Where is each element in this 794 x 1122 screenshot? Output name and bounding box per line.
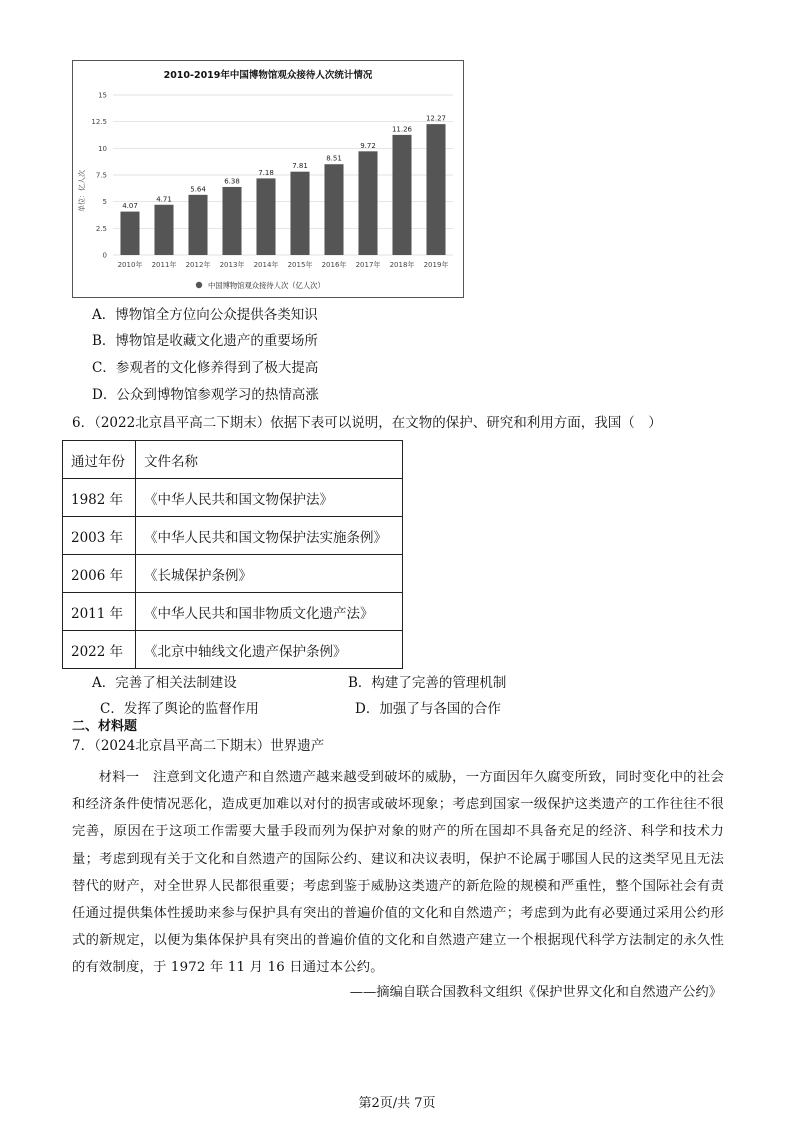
bar bbox=[324, 164, 343, 255]
q7-stem: 7．（2024北京昌平高二下期末）世界遗产 bbox=[72, 738, 325, 754]
table-row bbox=[63, 631, 403, 669]
material-one-paragraph: 材料一 注意到文化遗产和自然遗产越来越受到破坏的威胁，一方面因年久腐变所致，同时变化中的社会和经济条件使情况恶化，造成更加难以对付的损害或破坏现象；考虑到国家一级保护这类遗产的工作往往不很完善，原因在于这项工作需要大量手段而列为保护对象的财产的所在国却不具备充足的经济、科学和技术力量；考虑到现有关于文化和自然遗产的国际公约、建议和决议表明，保护不论属于哪国人民的这类罕见且无法替代的财产，对全世界人民都很重要；考虑到鉴于威胁这类遗产的新危险的规模和严重性，整个国际社会有责任通过提供集体性援助来参与保护具有突出的普遍价值的文化和自然遗产；考虑到为此有必要通过采用公约形式的新规定，以便为集体保护具有突出的普遍价值的文化和自然遗产建立一个根据现代科学方法制定的永久性的有效制度，于 1972 年 11 月 16 日通过本公约。 bbox=[72, 770, 724, 976]
bar-chart bbox=[73, 61, 463, 297]
x-tick-label: 2016年 bbox=[321, 261, 347, 269]
chart-title: 2010-2019年中国博物馆观众接待人次统计情况 bbox=[163, 70, 373, 81]
table-cell-year: 2022 年 bbox=[63, 631, 136, 669]
x-tick-label: 2014年 bbox=[253, 261, 279, 269]
bar bbox=[154, 205, 173, 255]
table-header-year: 通过年份 bbox=[63, 441, 136, 479]
x-tick-label: 2010年 bbox=[117, 261, 143, 269]
q6-option-b[interactable]: B．构建了完善的管理机制 bbox=[348, 675, 507, 691]
q6-option-d[interactable]: D．加强了与各国的合作 bbox=[355, 701, 501, 717]
page-number: 第2页/共 7页 bbox=[358, 1096, 436, 1111]
q5-option-a[interactable]: A．博物馆全方位向公众提供各类知识 bbox=[92, 307, 318, 323]
y-tick-label: 2.5 bbox=[95, 224, 107, 233]
data-label: 9.72 bbox=[360, 141, 376, 150]
q6-option-a[interactable]: A．完善了相关法制建设 bbox=[92, 675, 237, 691]
legend-label: 中国博物馆观众接待人次（亿人次） bbox=[208, 281, 325, 290]
data-label: 6.38 bbox=[224, 177, 240, 186]
bar bbox=[120, 212, 139, 255]
bar bbox=[222, 187, 241, 255]
data-label: 8.51 bbox=[326, 154, 342, 163]
table-cell-year: 2003 年 bbox=[63, 517, 136, 555]
x-tick-label: 2018年 bbox=[389, 261, 415, 269]
x-tick-label: 2011年 bbox=[151, 261, 177, 269]
laws-table bbox=[62, 440, 403, 669]
y-tick-label: 15 bbox=[98, 91, 107, 100]
q5-option-b[interactable]: B．博物馆是收藏文化遗产的重要场所 bbox=[92, 333, 318, 349]
bar bbox=[256, 178, 275, 255]
x-tick-label: 2015年 bbox=[287, 261, 313, 269]
data-label: 12.27 bbox=[425, 114, 447, 123]
table-cell-year: 2011 年 bbox=[63, 593, 136, 631]
section-title: 二、材料题 bbox=[72, 719, 138, 734]
bar bbox=[426, 124, 445, 255]
x-tick-label: 2017年 bbox=[355, 261, 381, 269]
x-tick-label: 2012年 bbox=[185, 261, 211, 269]
y-tick-label: 10 bbox=[98, 144, 107, 153]
q6-option-c[interactable]: C．发挥了舆论的监督作用 bbox=[100, 701, 259, 717]
table-cell-document: 《中华人民共和国文物保护法》 bbox=[136, 479, 403, 517]
table-row bbox=[63, 593, 403, 631]
material-source: ——摘编自联合国教科文组织《保护世界文化和自然遗产公约》 bbox=[349, 985, 722, 1000]
q6-stem: 6．（2022北京昌平高二下期末）依据下表可以说明，在文物的保护、研究和利用方面，我国（ ） bbox=[72, 415, 662, 431]
bar bbox=[392, 135, 411, 255]
data-label: 4.07 bbox=[122, 202, 138, 211]
bar bbox=[188, 195, 207, 255]
y-tick-label: 7.5 bbox=[95, 171, 107, 180]
table-cell-document: 《北京中轴线文化遗产保护条例》 bbox=[136, 631, 403, 669]
table-cell-year: 2006 年 bbox=[63, 555, 136, 593]
museum-visitors-chart bbox=[72, 60, 464, 298]
data-label: 7.81 bbox=[292, 162, 308, 171]
table-row bbox=[63, 555, 403, 593]
legend-marker bbox=[196, 282, 202, 288]
x-tick-label: 2013年 bbox=[219, 261, 245, 269]
bar bbox=[290, 172, 309, 255]
bar bbox=[358, 151, 377, 255]
table-header-row bbox=[63, 441, 403, 479]
table-header-document: 文件名称 bbox=[136, 441, 403, 479]
table-cell-document: 《中华人民共和国文物保护法实施条例》 bbox=[136, 517, 403, 555]
data-label: 11.26 bbox=[391, 125, 413, 134]
x-tick-label: 2019年 bbox=[423, 261, 449, 269]
data-label: 5.64 bbox=[190, 185, 206, 194]
data-label: 4.71 bbox=[156, 195, 172, 204]
q5-option-d[interactable]: D．公众到博物馆参观学习的热情高涨 bbox=[92, 387, 319, 403]
y-tick-label: 0 bbox=[102, 251, 107, 260]
data-label: 7.18 bbox=[258, 168, 274, 177]
y-axis-label: 单位：亿人次 bbox=[78, 170, 86, 212]
table-cell-document: 《中华人民共和国非物质文化遗产法》 bbox=[136, 593, 403, 631]
q5-option-c[interactable]: C．参观者的文化修养得到了极大提高 bbox=[92, 360, 319, 376]
table-row bbox=[63, 517, 403, 555]
table-cell-document: 《长城保护条例》 bbox=[136, 555, 403, 593]
table-cell-year: 1982 年 bbox=[63, 479, 136, 517]
y-tick-label: 5 bbox=[102, 198, 107, 207]
table-row bbox=[63, 479, 403, 517]
y-tick-label: 12.5 bbox=[91, 118, 107, 127]
